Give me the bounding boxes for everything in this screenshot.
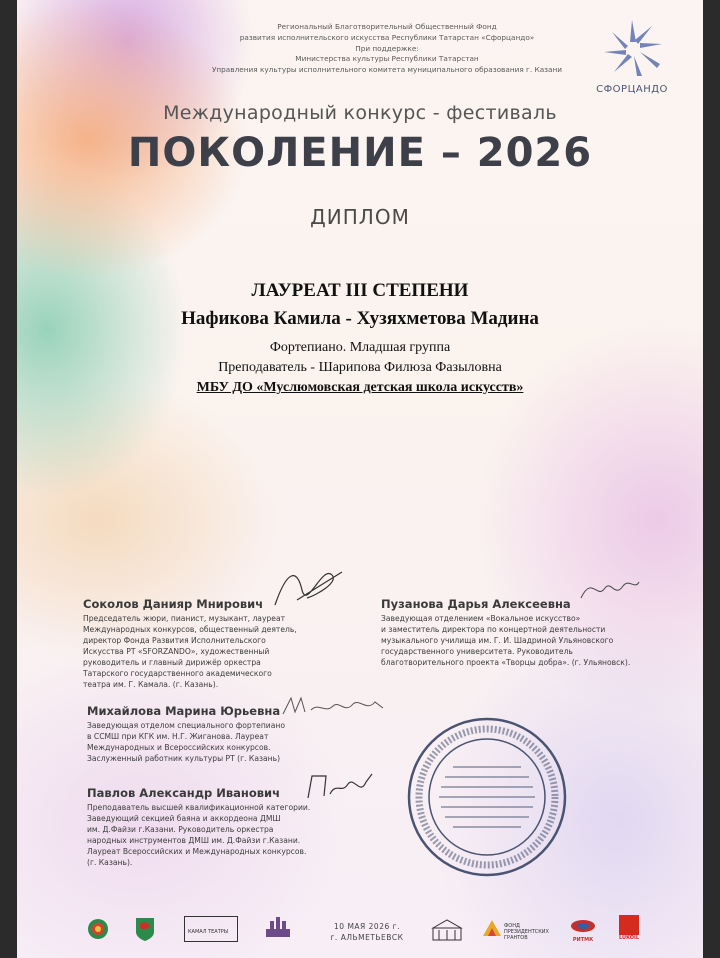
jury-name: Пузанова Дарья Алексеевна: [381, 597, 571, 611]
jury-description: Заведующая отделением «Вокальное искусство» и заместитель директора по концертной деятельности музыкального училища им. Г. И. Шадриной Ульяновского государственного университета. Руководитель благотворительного проекта «Творцы добра». (г. Ульяновск).: [381, 614, 631, 667]
jury-name: Михайлова Марина Юрьевна: [87, 704, 281, 718]
organizer-line: При поддержке:: [355, 43, 419, 53]
conservatory-building-icon: [431, 918, 463, 942]
official-seal-icon: [405, 715, 570, 880]
event-date-location: [317, 922, 417, 943]
organizer-line: Управления культуры исполнительного комитета муниципального образования г. Казани: [211, 65, 563, 75]
jury-name: Павлов Александр Иванович: [87, 786, 280, 800]
jury-description: Председатель жюри, пианист, музыкант, лауреат Международных конкурсов, общественный деятель, директор Фонда Развития Исполнительского Искусства РТ «SFORZANDO», художественный руководитель и главный дирижёр оркестра Татарского государственного академического театра им. Г. Камала. (г. Казань).: [83, 614, 297, 689]
sforzando-logo: [582, 12, 682, 95]
tatarstan-emblem-icon: [87, 918, 109, 940]
rtmk-logo: [567, 918, 599, 942]
grants-fund-text: ФОНД ПРЕЗИДЕНТСКИХ ГРАНТОВ: [504, 923, 549, 941]
jury-name: Соколов Данияр Мнирович: [83, 597, 264, 611]
event-date: 10 МАЯ 2026 г.: [334, 922, 400, 931]
school-name: МБУ ДО «Муслюмовская детская школа искусств»: [196, 380, 524, 395]
presidential-grants-fund-logo: [483, 918, 563, 942]
organizer-line: Региональный Благотворительный Общественный Фонд: [277, 22, 497, 31]
participant-names: Нафикова Камила - Хузяхметова Мадина: [181, 308, 539, 329]
lukoil-logo: [619, 915, 643, 943]
event-subtitle: Международный конкурс - фестиваль: [163, 102, 557, 124]
event-title: ПОКОЛЕНИЕ – 2026: [127, 130, 593, 176]
signature-puzanova: [577, 570, 642, 605]
kazan-coat-of-arms-icon: [134, 916, 156, 942]
lukoil-icon: [619, 915, 639, 935]
lukoil-text: LUKOIL: [619, 935, 640, 941]
grants-fund-icon: [483, 918, 501, 938]
award-degree: ЛАУРЕАТ III СТЕПЕНИ: [251, 280, 469, 301]
signature-sokolov: [267, 560, 347, 615]
rtmk-icon: [567, 919, 599, 933]
philharmonic-building-icon: [264, 915, 292, 939]
organizer-line: Министерства культуры Республики Татарстан: [295, 54, 479, 64]
document-type: ДИПЛОМ: [310, 205, 410, 229]
nomination: Фортепиано. Младшая группа: [269, 340, 451, 355]
rtmk-text: РИТМК: [572, 937, 594, 943]
teacher: Преподаватель - Шарипова Филюза Фазыловна: [218, 360, 502, 375]
diploma-page: [17, 0, 703, 958]
jury-description: Преподаватель высшей квалификационной категории. Заведующий секцией баяна и аккордеона ДМШ им. Д.Файзи г.Казани. Руководитель оркестра народных инструментов ДМШ им. Д.Файзи г.Казани. Лауреат Всероссийских и Международных конкурсов. (г. Казань).: [87, 803, 311, 867]
brand-name: СФОРЦАНДО: [596, 84, 668, 95]
event-city: г. АЛЬМЕТЬЕВСК: [330, 932, 404, 942]
star-burst-icon: [592, 12, 672, 82]
jury-description: Заведующая отделом специального фортепиано в ССМШ при КГК им. Н.Г. Жиганова. Лауреат Международных и Всероссийских конкурсов. Заслуженный работник культуры РТ (г. Казань): [87, 721, 286, 763]
organizer-line: развития исполнительского искусства Республики Татарстан «Сфорцандо»: [239, 32, 535, 42]
kamal-theatre-text: КАМАЛ ТЕАТРЫ: [188, 929, 229, 935]
organizer-block: [127, 22, 647, 76]
signature-pavlov: [302, 768, 377, 808]
kamal-theatre-logo: [184, 916, 238, 942]
jury-member: [381, 597, 681, 668]
signature-mikhailova: [279, 692, 389, 722]
